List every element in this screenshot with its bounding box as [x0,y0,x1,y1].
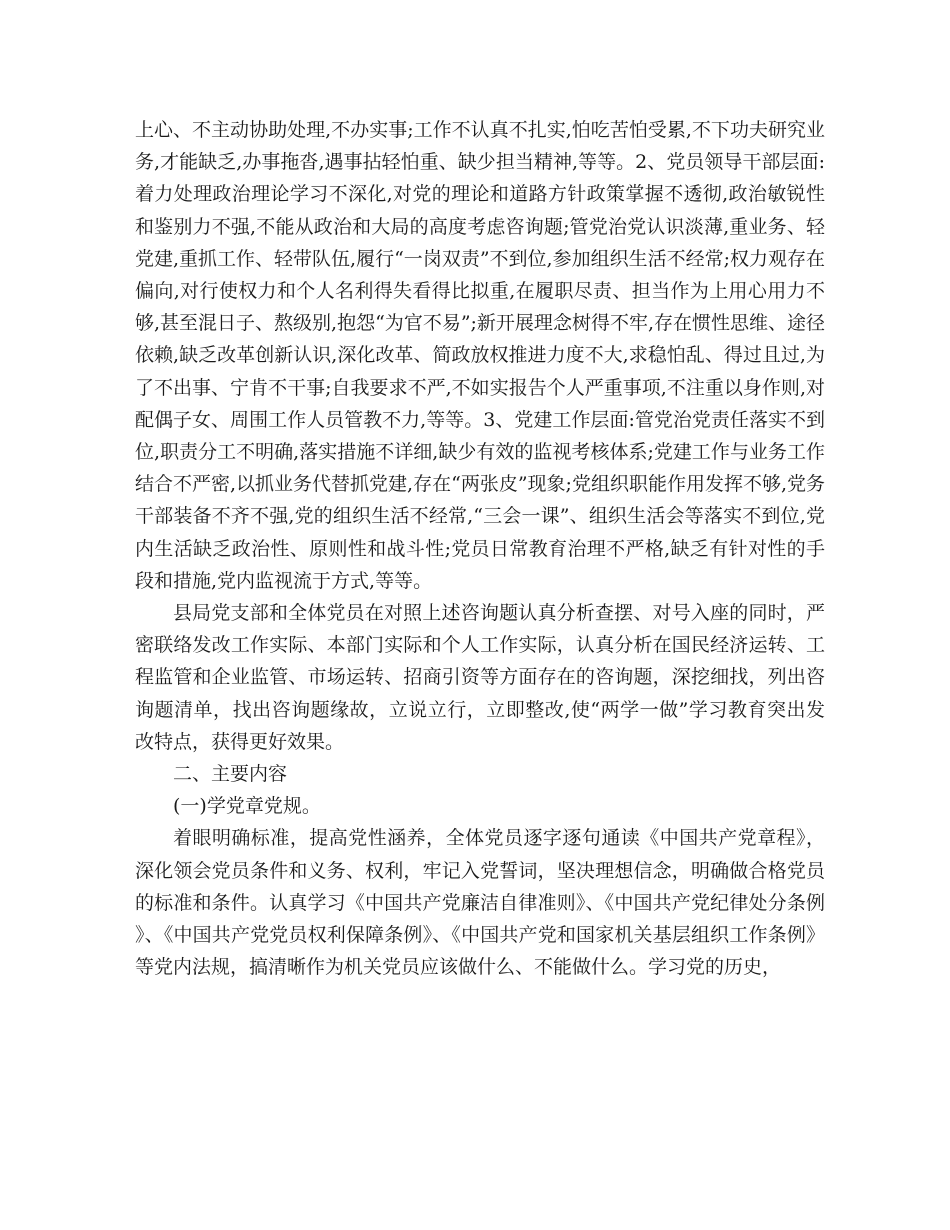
subsection-heading-party-rules: (一)学党章党规。 [173,795,321,818]
document-body [135,114,825,983]
paragraph-problem-list: 上心、不主动协助处理,不办实事;工作不认真不扎实,怕吃苦怕受累,不下功夫研究业务,才能缺乏,办事拖沓,遇事拈轻怕重、缺少担当精神,等等。2、党员领导干部层面:着力处理政治理论学习不深化,对党的理论和道路方针政策掌握不透彻,政治敏锐性和鉴别力不强,不能从政治和大局的高度考虑咨询题;管党治党认识淡薄,重业务、轻党建,重抓工作、轻带队伍,履行“一岗双责”不到位,参加组织生活不经常;权力观存在偏向,对行使权力和个人名利得失看得比拟重,在履职尽责、担当作为上用心用力不够,甚至混日子、熬级别,抱怨“为官不易”;新开展理念树得不牢,存在惯性思维、途径依赖,缺乏改革创新认识,深化改革、简政放权推进力度不大,求稳怕乱、得过且过,为了不出事、宁肯不干事;自我要求不严,不如实报告个人严重事项,不注重以身作则,对配偶子女、周围工作人员管教不力,等等。3、党建工作层面:管党治党责任落实不到位,职责分工不明确,落实措施不详细,缺少有效的监视考核体系;党建工作与业务工作结合不严密,以抓业务代替抓党建,存在“两张皮”现象;党组织职能作用发挥不够,党务干部装备不齐不强,党的组织生活不经常,“三会一课”、组织生活会等落实不到位,党内生活缺乏政治性、原则性和战斗性;党员日常教育治理不严格,缺乏有针对性的手段和措施,党内监视流于方式,等等。 [135,119,825,592]
paragraph-study-constitution: 着眼明确标准，提高党性涵养，全体党员逐字逐句通读《中国共产党章程》，深化领会党员条件和义务、权利，牢记入党誓词，坚决理想信念，明确做合格党员的标准和条件。认真学习《中国共产党廉洁自律准则》、《中国共产党纪律处分条例》、《中国共产党党员权利保障条例》、《中国共产党和国家机关基层组织工作条例》等党内法规，搞清晰作为机关党员应该做什么、不能做什么。学习党的历史， [135,827,825,979]
paragraph-county-bureau: 县局党支部和全体党员在对照上述咨询题认真分析查摆、对号入座的同时，严密联络发改工作实际、本部门实际和个人工作实际，认真分析在国民经济运转、工程监管和企业监管、市场运转、招商引资等方面存在的咨询题，深挖细找，列出咨询题清单，找出咨询题缘故，立说立行，立即整改,使“两学一做”学习教育突出发改特点，获得更好效果。 [135,602,825,753]
section-heading-main-content: 二、主要内容 [173,763,288,786]
